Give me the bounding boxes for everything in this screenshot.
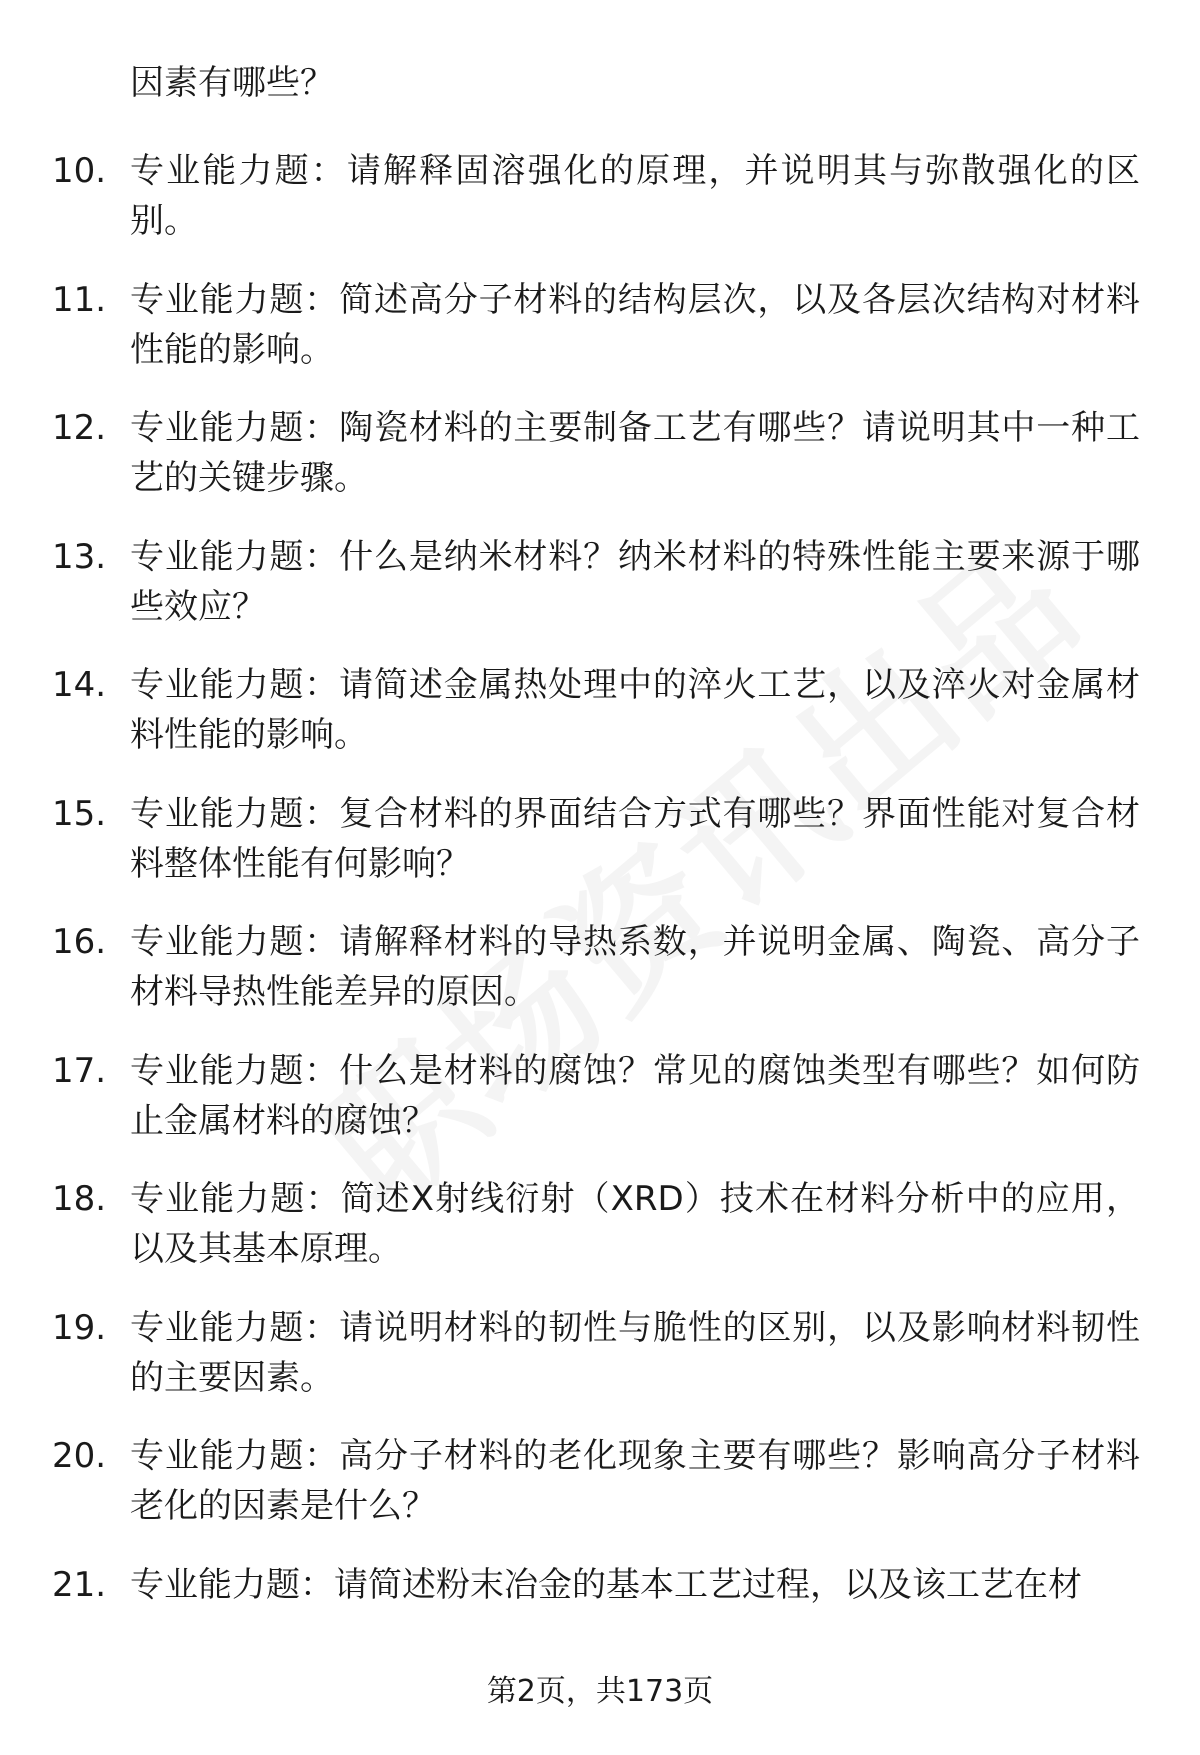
question-number: 15. <box>52 793 107 834</box>
question-text: 专业能力题：请说明材料的韧性与脆性的区别，以及影响材料韧性的主要因素。 <box>130 1307 1140 1398</box>
question-number: 21. <box>52 1564 107 1605</box>
question-number: 18. <box>52 1179 107 1219</box>
question-text: 专业能力题：简述X射线衍射（XRD）技术在材料分析中的应用，以及其基本原理。 <box>130 1179 1140 1269</box>
question-item <box>0 1303 1200 1432</box>
question-number: 13. <box>52 536 107 577</box>
question-item <box>0 1174 1200 1303</box>
question-number: 11. <box>52 279 107 320</box>
question-text: 专业能力题：陶瓷材料的主要制备工艺有哪些？请说明其中一种工艺的关键步骤。 <box>130 408 1140 498</box>
question-text: 专业能力题：什么是纳米材料？纳米材料的特殊性能主要来源于哪些效应？ <box>130 536 1140 627</box>
question-item <box>0 403 1200 532</box>
continuation-text: 因素有哪些？ <box>130 63 334 103</box>
question-item <box>0 917 1200 1046</box>
page-footer: 第2页，共173页 <box>486 1674 714 1709</box>
question-item <box>0 532 1200 661</box>
question-number: 10. <box>52 151 107 191</box>
question-item <box>0 1431 1200 1560</box>
question-item <box>0 146 1200 275</box>
question-text: 专业能力题：简述高分子材料的结构层次，以及各层次结构对材料性能的影响。 <box>130 279 1140 370</box>
question-text: 专业能力题：什么是材料的腐蚀？常见的腐蚀类型有哪些？如何防止金属材料的腐蚀？ <box>130 1050 1140 1141</box>
question-text: 专业能力题：请解释材料的导热系数，并说明金属、陶瓷、高分子材料导热性能差异的原因。 <box>130 922 1140 1012</box>
question-text: 专业能力题：请简述金属热处理中的淬火工艺，以及淬火对金属材料性能的影响。 <box>130 665 1140 755</box>
question-item <box>0 1046 1200 1175</box>
question-text: 专业能力题：高分子材料的老化现象主要有哪些？影响高分子材料老化的因素是什么？ <box>130 1436 1140 1526</box>
question-text: 专业能力题：复合材料的界面结合方式有哪些？界面性能对复合材料整体性能有何影响？ <box>130 793 1140 884</box>
question-item <box>0 789 1200 918</box>
question-number: 16. <box>52 922 107 962</box>
question-text: 专业能力题：请解释固溶强化的原理，并说明其与弥散强化的区别。 <box>130 151 1140 241</box>
question-number: 19. <box>52 1307 107 1348</box>
question-item <box>0 1560 1200 1689</box>
question-text: 专业能力题：请简述粉末冶金的基本工艺过程，以及该工艺在材 <box>130 1564 1082 1605</box>
question-number: 14. <box>52 665 107 705</box>
question-number: 17. <box>52 1050 107 1091</box>
question-item <box>0 275 1200 404</box>
question-list <box>0 146 1200 1688</box>
question-item <box>0 660 1200 789</box>
question-number: 20. <box>52 1436 107 1476</box>
question-number: 12. <box>52 408 107 448</box>
